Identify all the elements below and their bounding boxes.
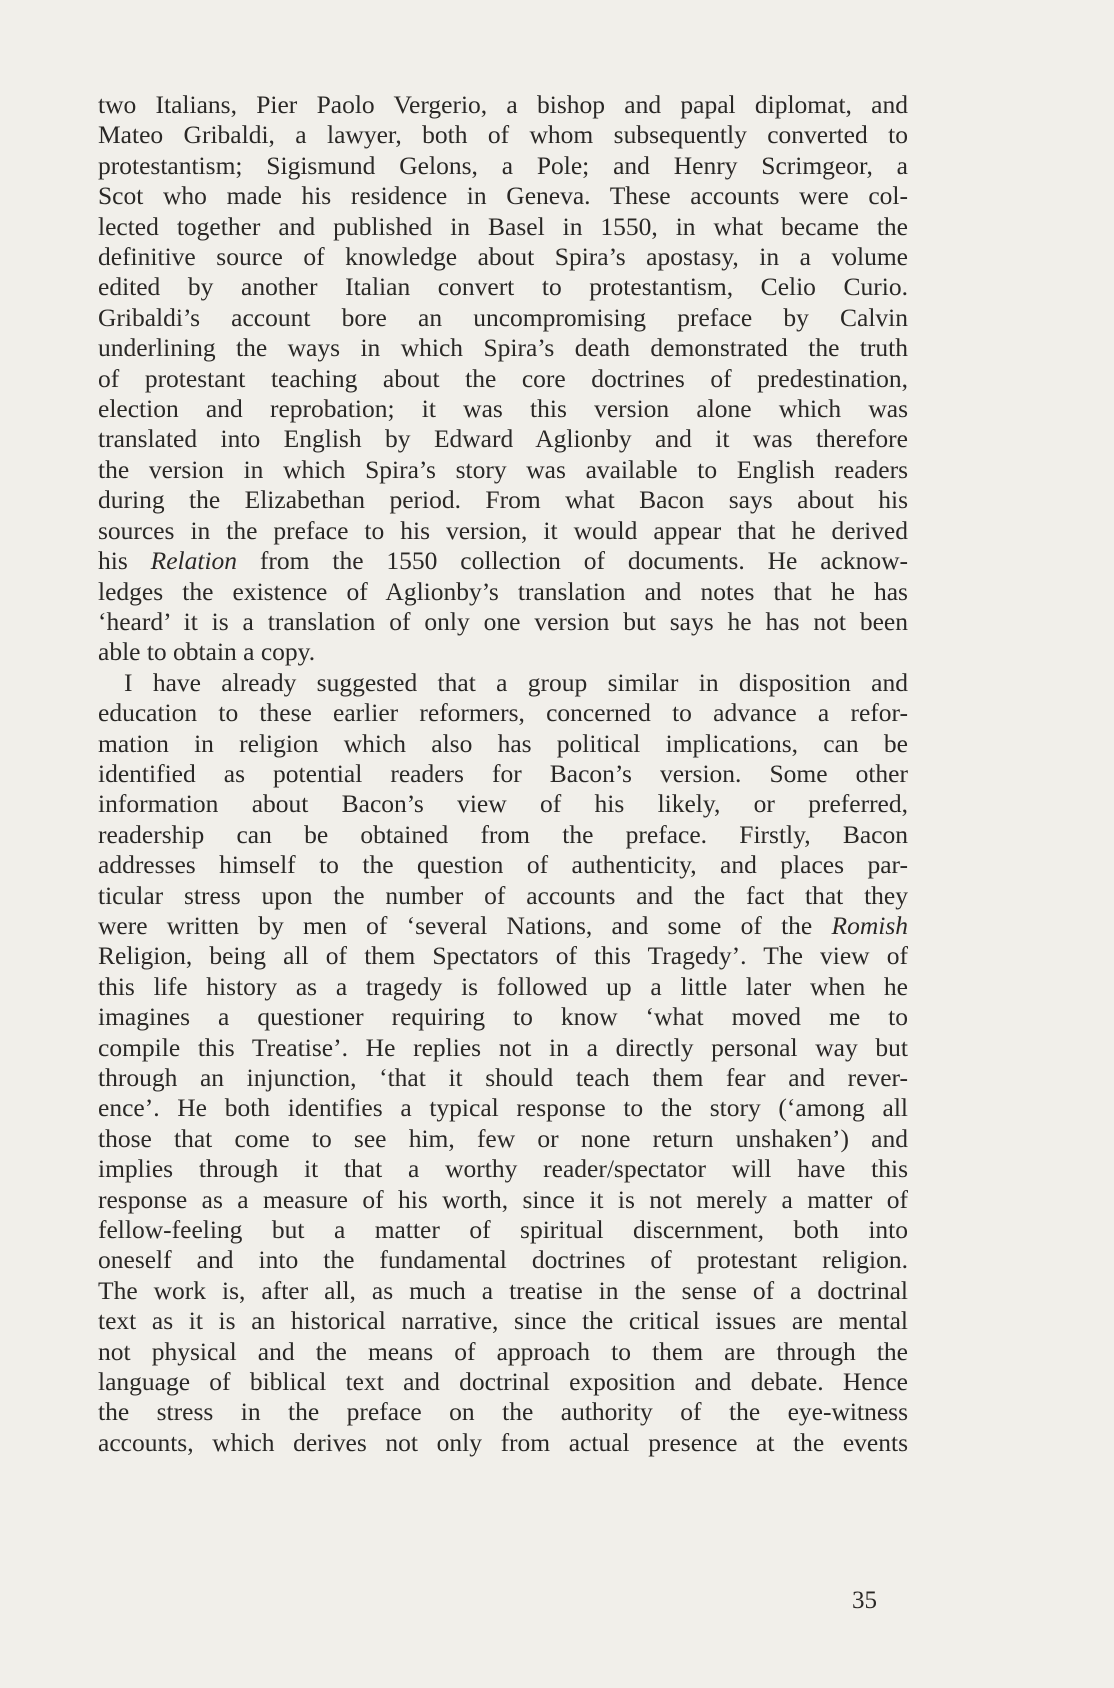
text-line: election and reprobation; it was this version alone which was [98,394,908,424]
text-line-italic-title: his Relation from the 1550 collection of documents. He acknow- [98,546,908,576]
text-line: not physical and the means of approach to them are through the [98,1336,908,1366]
text-line: sources in the preface to his version, it would appear that he derived [98,515,908,545]
text-line: ‘heard’ it is a translation of only one version but says he has not been [98,606,908,636]
text-line: Mateo Gribaldi, a lawyer, both of whom subsequently converted to [98,120,908,150]
text-line: compile this Treatise’. He replies not in a directly personal way but [98,1032,908,1062]
text-line: Gribaldi’s account bore an uncompromising preface by Calvin [98,302,908,332]
text-line: I have already suggested that a group similar in disposition and [124,667,908,697]
text-line: edited by another Italian convert to protestantism, Celio Curio. [98,272,908,302]
text-line: imagines a questioner requiring to know ‘what moved me to [98,1002,908,1032]
text-line: during the Elizabethan period. From what Bacon says about his [98,485,908,515]
text-line: definitive source of knowledge about Spira’s apostasy, in a volume [98,242,908,272]
text-line: Religion, being all of them Spectators of this Tragedy’. The view of [98,941,908,971]
text-line: this life history as a tragedy is followed up a little later when he [98,971,908,1001]
text-line: the stress in the preface on the authority of the eye-witness [98,1397,908,1427]
text-line: Scot who made his residence in Geneva. These accounts were col- [98,181,908,211]
text-line: text as it is an historical narrative, since the critical issues are mental [98,1306,908,1336]
body-text [98,90,908,1458]
page-number: 35 [852,1587,877,1614]
paragraph-1 [98,90,908,668]
text-line: fellow-feeling but a matter of spiritual discernment, both into [98,1215,908,1245]
text-line: information about Bacon’s view of his likely, or preferred, [98,789,908,819]
text-line: underlining the ways in which Spira’s death demonstrated the truth [98,333,908,363]
text-line: ence’. He both identifies a typical response to the story (‘among all [98,1093,908,1123]
text-line: ledges the existence of Aglionby’s translation and notes that he has [98,576,908,606]
text-line: language of biblical text and doctrinal exposition and debate. Hence [98,1367,908,1397]
text-line: able to obtain a copy. [98,637,316,667]
text-line: of protestant teaching about the core doctrines of predestination, [98,363,908,393]
text-line: identified as potential readers for Bacon’s version. Some other [98,758,908,788]
text-line: oneself and into the fundamental doctrines of protestant religion. [98,1245,908,1275]
text-line: readership can be obtained from the preface. Firstly, Bacon [98,819,908,849]
text-line: education to these earlier reformers, concerned to advance a refor- [98,698,908,728]
text-line: protestantism; Sigismund Gelons, a Pole; and Henry Scrimgeor, a [98,150,908,180]
text-line: implies through it that a worthy reader/spectator will have this [98,1154,908,1184]
text-line: ticular stress upon the number of accounts and the fact that they [98,880,908,910]
text-line: two Italians, Pier Paolo Vergerio, a bishop and papal diplomat, and [98,90,908,119]
text-line: the version in which Spira’s story was available to English readers [98,454,908,484]
text-line-italic-romish: were written by men of ‘several Nations, and some of the Romish [98,910,908,940]
paragraph-2 [98,668,908,1459]
text-line: The work is, after all, as much a treatise in the sense of a doctrinal [98,1275,908,1305]
text-line: addresses himself to the question of authenticity, and places par- [98,850,908,880]
text-line: through an injunction, ‘that it should teach them fear and rever- [98,1063,908,1092]
text-line: response as a measure of his worth, since it is not merely a matter of [98,1184,908,1214]
text-line: mation in religion which also has political implications, can be [98,728,908,758]
text-line: accounts, which derives not only from actual presence at the events [98,1427,908,1457]
text-line: those that come to see him, few or none return unshaken’) and [98,1123,908,1153]
text-line: translated into English by Edward Aglionby and it was therefore [98,424,908,454]
text-line: lected together and published in Basel in 1550, in what became the [98,211,908,241]
